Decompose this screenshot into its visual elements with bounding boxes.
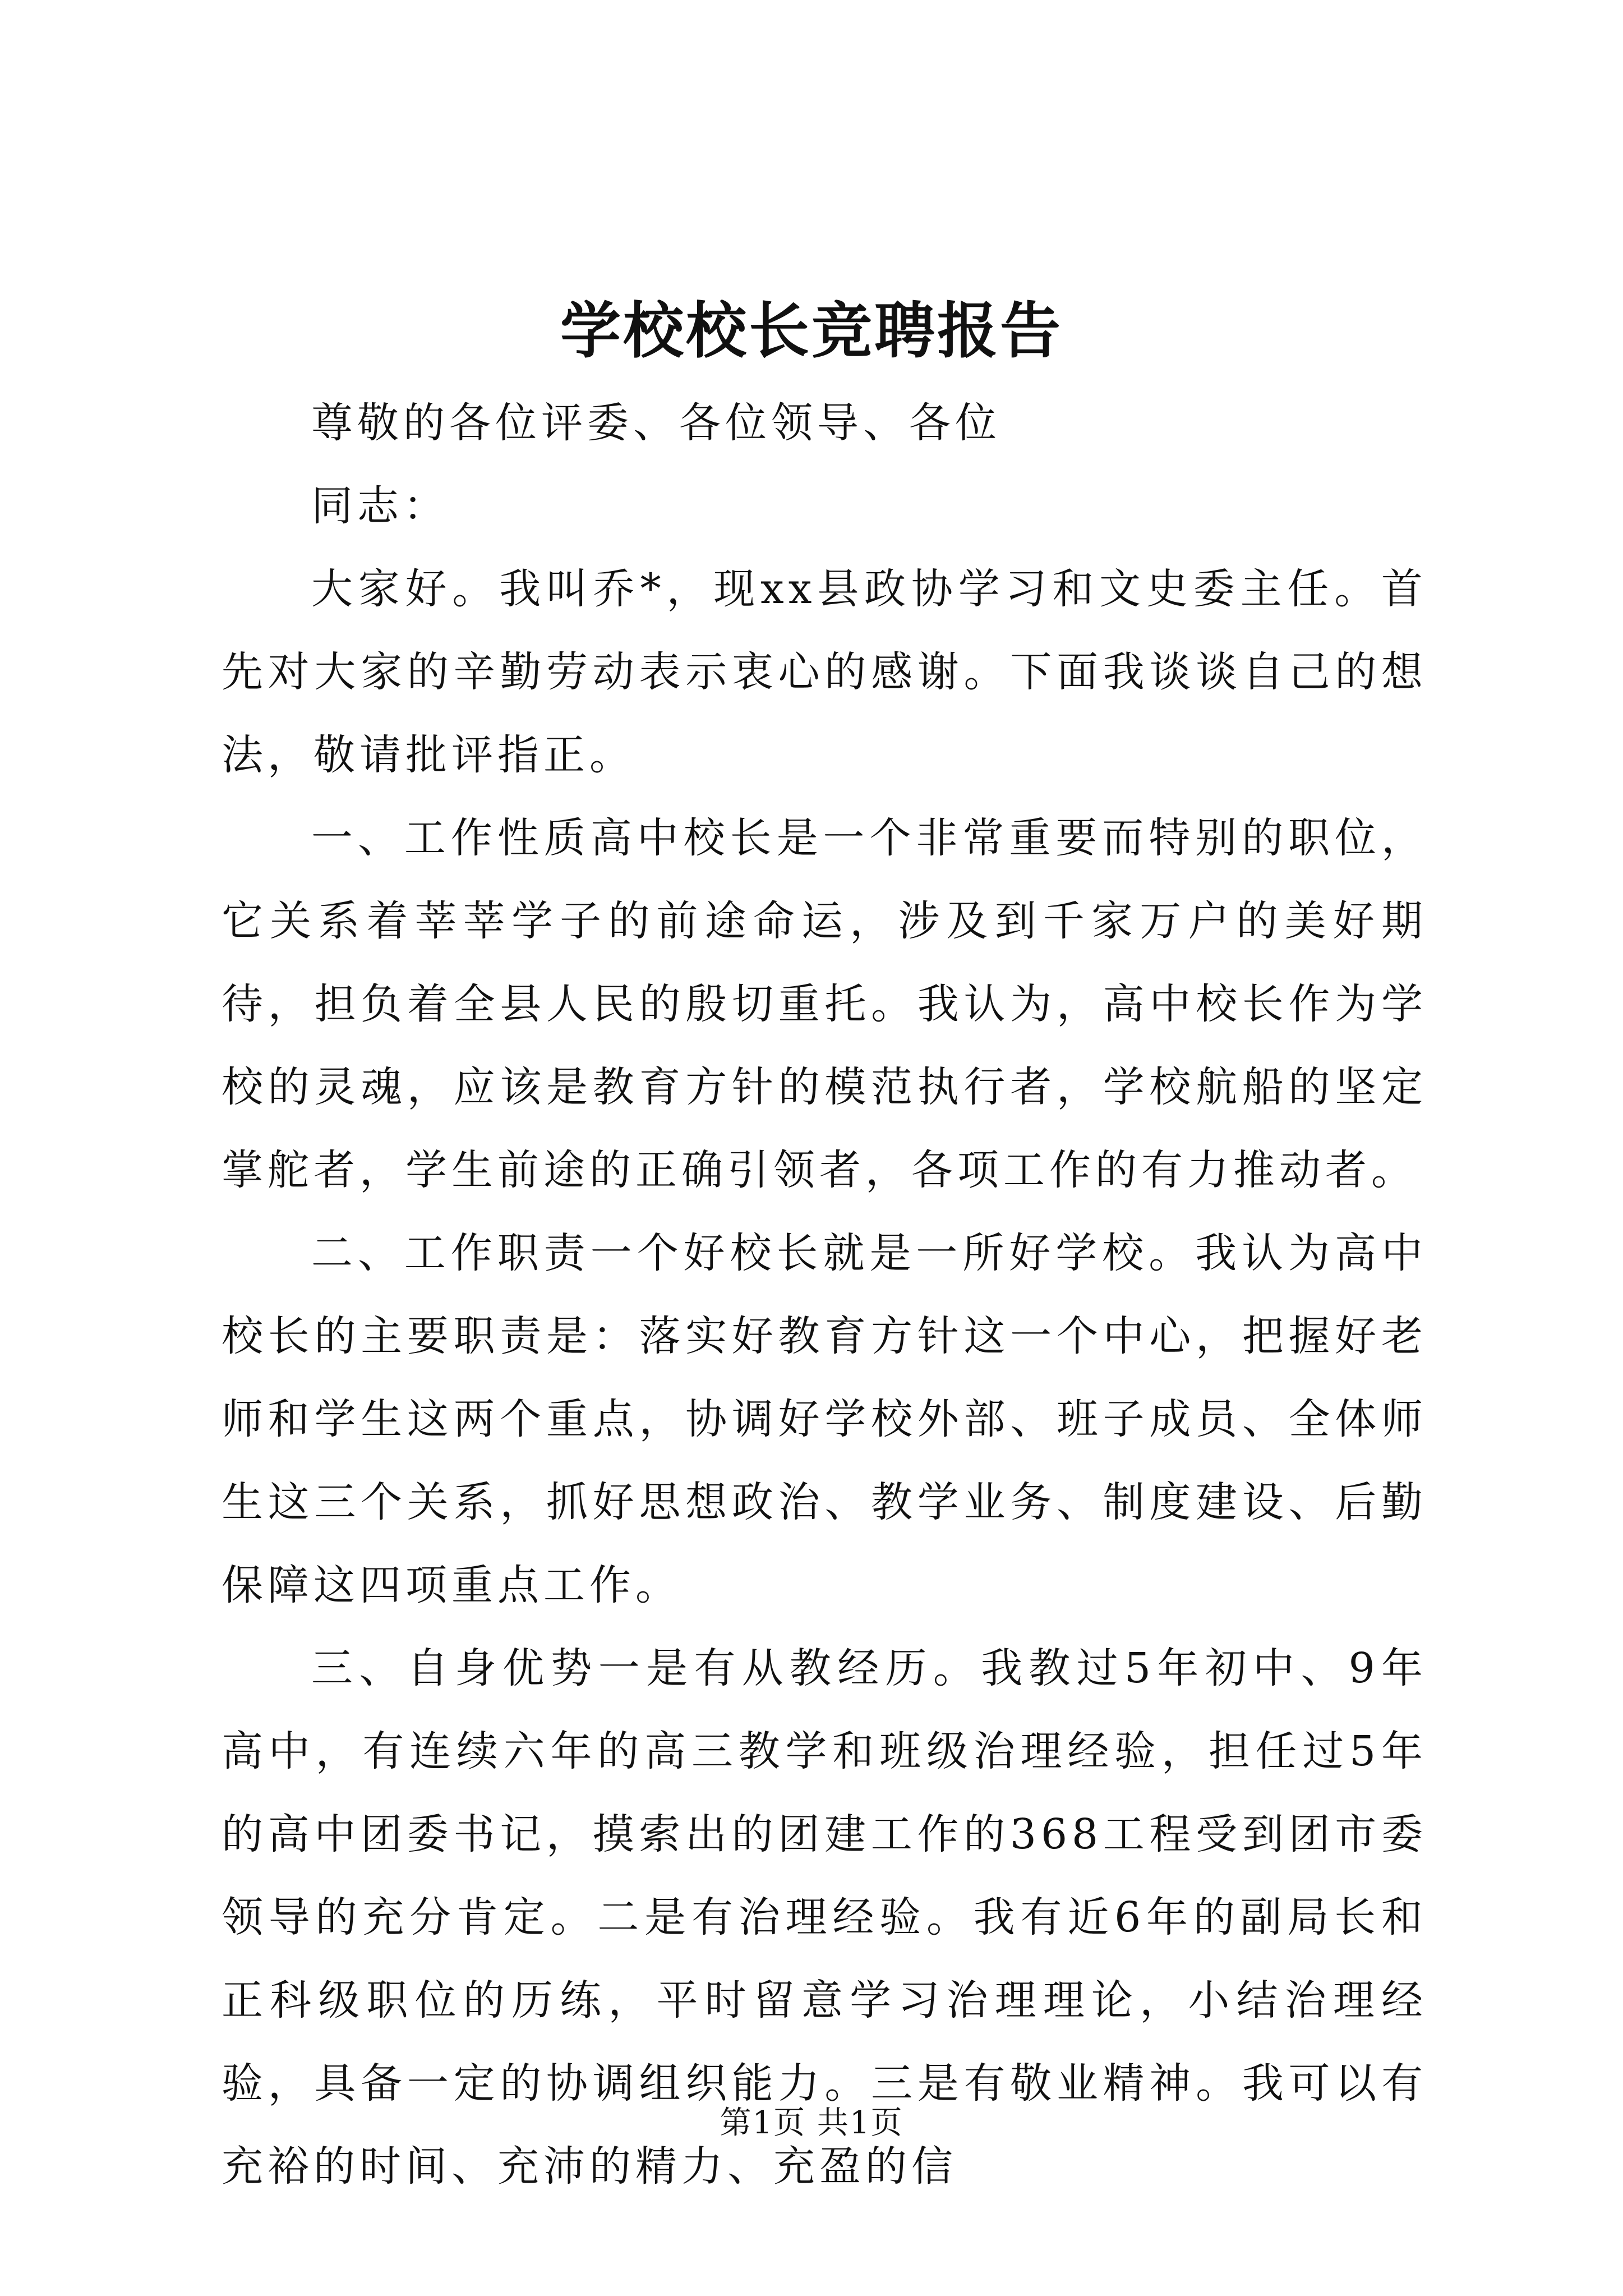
salutation-line: 尊敬的各位评委、各位领导、各位 <box>311 399 1001 447</box>
section-work-duties: 二、工作职责一个好校长就是一所好学校。我认为高中校长的主要职责是：落实好教育方针这一个中心，把握好老师和学生这两个重点，协调好学校外部、班子成员、全体师生这三个关系，抓好思想政治、教学业务、制度建设、后勤保障这四项重点工作。 <box>222 1229 1427 1609</box>
page-footer: 第1页 共1页 <box>720 2105 903 2141</box>
document-title: 学校校长竞聘报告 <box>560 296 1063 366</box>
section-work-nature: 一、工作性质高中校长是一个非常重要而特别的职位，它关系着莘莘学子的前途命运，涉及到千家万户的美好期待，担负着全县人民的殷切重托。我认为，高中校长作为学校的灵魂，应该是教育方针的模范执行者，学校航船的坚定掌舵者，学生前途的正确引领者，各项工作的有力推动者。 <box>222 814 1427 1194</box>
greeting-paragraph: 大家好。我叫乔*，现xx县政协学习和文史委主任。首先对大家的辛勤劳动表示衷心的感谢。下面我谈谈自己的想法，敬请批评指正。 <box>222 565 1427 779</box>
salutation-continuation: 同志： <box>311 482 449 530</box>
section-strengths: 三、自身优势一是有从教经历。我教过5年初中、9年高中，有连续六年的高三教学和班级治理经验，担任过5年的高中团委书记，摸索出的团建工作的368工程受到团市委领导的充分肯定。二是有治理经验。我有近6年的副局长和正科级职位的历练，平时留意学习治理理论，小结治理经验，具备一定的协调组织能力。三是有敬业精神。我可以有充裕的时间、充沛的精力、充盈的信 <box>222 1644 1427 2191</box>
document-body <box>222 381 1427 2208</box>
